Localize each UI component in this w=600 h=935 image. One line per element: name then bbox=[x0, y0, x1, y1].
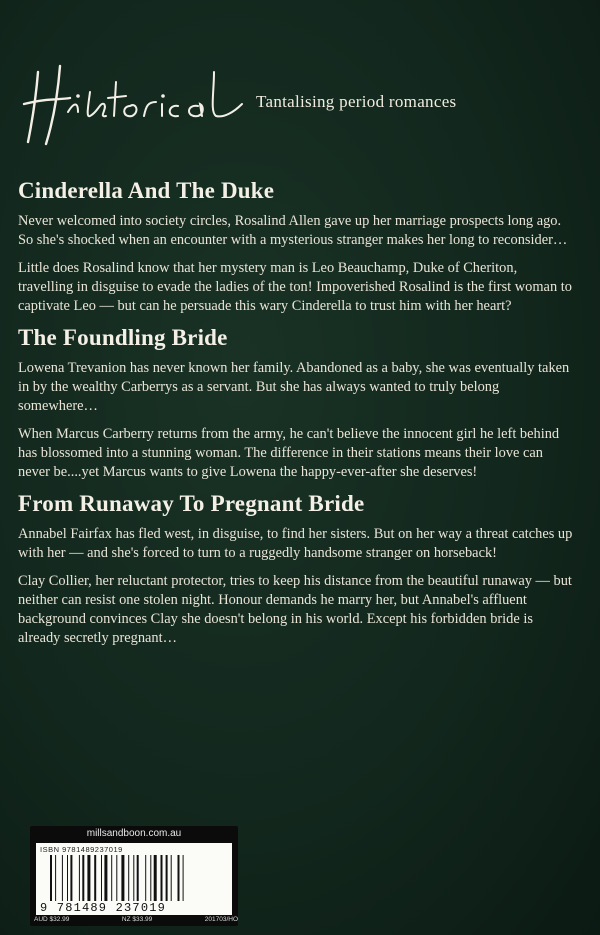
historical-logo bbox=[18, 52, 278, 152]
barcode-stripe bbox=[121, 855, 124, 901]
barcode-stripe bbox=[145, 855, 146, 901]
barcode-stripe bbox=[67, 855, 68, 901]
barcode-stripe bbox=[116, 855, 117, 901]
barcode-stripe bbox=[62, 855, 63, 901]
book-3-title: From Runaway To Pregnant Bride bbox=[18, 491, 365, 516]
book-1-title: Cinderella And The Duke bbox=[18, 178, 275, 203]
barcode-stripe bbox=[166, 855, 168, 901]
barcode-stripe bbox=[150, 855, 151, 901]
book-3 bbox=[18, 491, 574, 648]
barcode-stripe bbox=[94, 855, 96, 901]
book-1-paragraph-2: Little does Rosalind know that her mystery man is Leo Beauchamp, Duke of Cheriton, travelling in disguise to evade the ladies of the ton! Impoverished Rosalind is the first woman to captivate Leo — but can he persuade this wary Cinderella to trust him with her heart? bbox=[18, 260, 572, 314]
book-3-paragraph-2: Clay Collier, her reluctant protector, tries to keep his distance from the beautiful runaway — but neither can resist one stolen night. Honour demands he marry her, but Annabel's affluent background convinces Clay she doesn't belong in his world. Except his forbidden bride is already secretly pregnant… bbox=[18, 573, 572, 646]
barcode-stripe bbox=[137, 855, 139, 901]
book-blurbs bbox=[18, 178, 574, 657]
product-code: 201703/HO bbox=[204, 916, 238, 923]
barcode-stripe bbox=[128, 855, 129, 901]
barcode-stripe bbox=[87, 855, 90, 901]
book-1-paragraph-1: Never welcomed into society circles, Rosalind Allen gave up her marriage prospects long ago. So she's shocked when an encounter with a mysterious stranger makes her long to reconsider… bbox=[18, 213, 568, 248]
tagline: Tantalising period romances bbox=[256, 92, 457, 111]
book-2-paragraph-1: Lowena Trevanion has never known her family. Abandoned as a baby, she was eventually taken in by the wealthy Carberrys as a servant. But she has always wanted to truly belong somewhere… bbox=[18, 360, 570, 414]
brand-header bbox=[18, 52, 578, 152]
book-2 bbox=[18, 325, 574, 482]
barcode-block bbox=[30, 826, 238, 926]
price-aud: AUD $32.99 bbox=[34, 916, 70, 923]
publisher-website: millsandboon.com.au bbox=[86, 828, 182, 839]
isbn-digits: 9 781489 237019 bbox=[40, 901, 167, 915]
barcode-stripe bbox=[101, 855, 102, 901]
price-line bbox=[34, 916, 238, 923]
book-1 bbox=[18, 178, 574, 316]
barcode-stripe bbox=[161, 855, 163, 901]
barcode-label bbox=[36, 843, 232, 915]
barcode-stripe bbox=[70, 855, 72, 901]
barcode-stripe bbox=[104, 855, 107, 901]
barcode-stripe bbox=[178, 855, 180, 901]
book-2-paragraph-2: When Marcus Carberry returns from the army, he can't believe the innocent girl he left behind has blossomed into a stunning woman. The difference in their stations means their love can never be....yet Marcus wants to give Lowena the happy-ever-after she deserves! bbox=[18, 426, 560, 480]
barcode-stripe bbox=[82, 855, 84, 901]
isbn-label: ISBN 9781489237019 bbox=[40, 845, 123, 854]
barcode-stripe bbox=[50, 855, 52, 901]
barcode-stripe bbox=[55, 855, 56, 901]
barcode-bars bbox=[50, 855, 220, 901]
book-2-title: The Foundling Bride bbox=[18, 325, 228, 350]
barcode-stripe bbox=[111, 855, 112, 901]
barcode-stripe bbox=[171, 855, 172, 901]
barcode-stripe bbox=[154, 855, 157, 901]
barcode-stripe bbox=[79, 855, 80, 901]
book-3-paragraph-1: Annabel Fairfax has fled west, in disguise, to find her sisters. But on her way a threat catches up with her — and she's forced to turn to a ruggedly handsome stranger on horseback! bbox=[18, 526, 573, 561]
barcode-stripe bbox=[133, 855, 134, 901]
price-nz: NZ $33.99 bbox=[121, 916, 153, 923]
barcode-stripe bbox=[183, 855, 184, 901]
